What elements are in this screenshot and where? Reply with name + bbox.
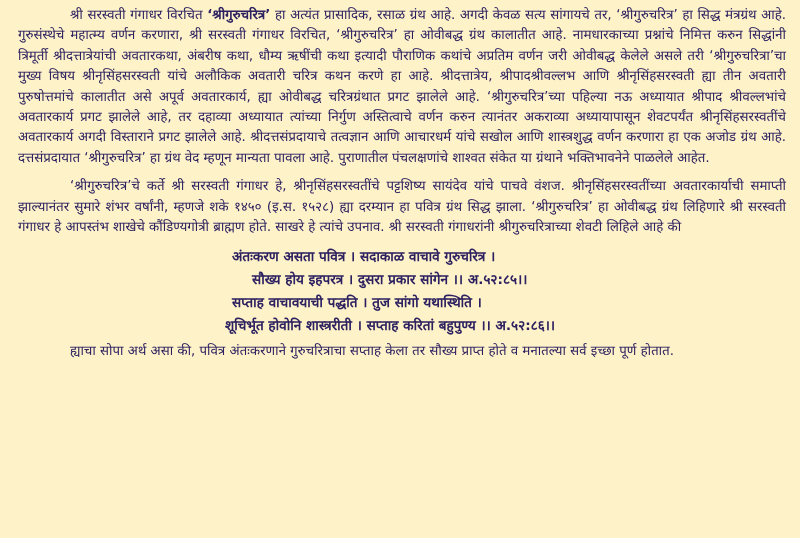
verse-line: सौख्य होय इहपरत्र । दुसरा प्रकार सांगेन ।। अ.५२:८५।।	[252, 272, 528, 289]
author-paragraph: ‘श्रीगुरुचरित्र’चे कर्ते श्री सरस्वती गंगाधर हे, श्रीनृसिंहसरस्वतींचे पट्टशिष्य सायंदेव यांचे पाचवे वंशज. श्रीनृसिंहसरस्वतींच्या अवतारकार्याची समाप्ती झाल्यानंतर सुमारे शंभर वर्षांनी, म्हणजे शके १४५० (इ.स. १५२८) ह्या दरम्यान हा पवित्र ग्रंथ सिद्ध झाला. ‘श्रीगुरुचरित्र’ हा ओवीबद्ध ग्रंथ लिहिणारे श्री सरस्वती गंगाधर हे आपस्तंभ शाखेचे कौंडिण्यगोत्री ब्राह्मण होते. साखरे हे त्यांचे उपनाव. श्री सरस्वती गंगाधरांनी श्रीगुरुचरित्राच्या शेवटी लिहिले आहे की	[18, 179, 786, 236]
meaning-paragraph: ह्याचा सोपा अर्थ असा की, पवित्र अंतःकरणाने गुरुचरित्राचा सप्ताह केला तर सौख्य प्राप्त होते व मनातल्या सर्व इच्छा पूर्ण होतात.	[70, 344, 674, 360]
verse-line: सप्ताह वाचावयाची पद्धति । तुज सांगो यथास्थिति ।	[232, 295, 482, 312]
intro-lead: श्री सरस्वती गंगाधर विरचित	[70, 8, 208, 23]
verse-line: अंतःकरण असता पवित्र । सदाकाळ वाचावे गुरुचरित्र ।	[232, 249, 496, 266]
intro-text: हा अत्यंत प्रासादिक, रसाळ ग्रंथ आहे. अगदी केवळ सत्य सांगायचे तर, ‘श्रीगुरुचरित्र’ हा सिद्ध मंत्रग्रंथ आहे. गुरुसंस्थेचे महात्म्य वर्णन करणारा, श्री सरस्वती गंगाधर विरचित, ‘श्रीगुरुचरित्र’ हा ओवीबद्ध ग्रंथ कालातीत आहे. नामधारकाच्या प्रश्नांचे निमित्त करुन सिद्धांनी त्रिमूर्ती श्रीदत्तात्रेयांची अवतारकथा, अंबरीष कथा, धौम्य ऋषींची कथा इत्यादी पौराणिक कथांचे अप्रतिम वर्णन जरी ओवीबद्ध केलेले असले तरी ‘श्रीगुरुचरित्रा’चा मुख्य विषय श्रीनृसिंहसरस्वती यांचे अलौकिक अवतारी चरित्र कथन करणे हा आहे. श्रीदत्तात्रेय, श्रीपादश्रीवल्लभ आणि श्रीनृसिंहसरस्वती ह्या तीन अवतारी पुरुषोत्तमांचे कालातीत असे अपूर्व अवतारकार्य, ह्या ओवीबद्ध चरित्रग्रंथात प्रगट झालेले आहे. ‘श्रीगुरुचरित्र’च्या पहिल्या नऊ अध्यायात श्रीपाद श्रीवल्लभांचे अवतारकार्य प्रगट झालेले आहे, तर दहाव्या अध्यायात त्यांच्या निर्गुण अस्तित्वाचे वर्णन करुन त्यानंतर अकराव्या अध्यायापासून शेवटपर्यंत श्रीनृसिंहसरस्वतींचे अवतारकार्य अगदी विस्ताराने प्रगट झालेले आहे. श्रीदत्तसंप्रदायाचे तत्वज्ञान आणि आचारधर्म यांचे सखोल आणि शास्त्रशुद्ध वर्णन करणारा हा एक अजोड ग्रंथ आहे. दत्तसंप्रदायात ‘श्रीगुरुचरित्र’ हा ग्रंथ वेद म्हणून मान्यता पावला आहे. पुराणातील पंचलक्षणांचे शाश्वत संकेत या ग्रंथाने भक्तिभावनेने पाळलेले आहेत.	[18, 8, 786, 166]
book-title: ‘श्रीगुरुचरित्र’	[207, 8, 271, 23]
verse-line: शूचिर्भूत होवोनि शास्त्ररीती । सप्ताह करितां बहुपुण्य ।। अ.५२:८६।।	[225, 318, 556, 335]
verse-block	[18, 246, 786, 338]
intro-paragraph	[18, 6, 786, 169]
